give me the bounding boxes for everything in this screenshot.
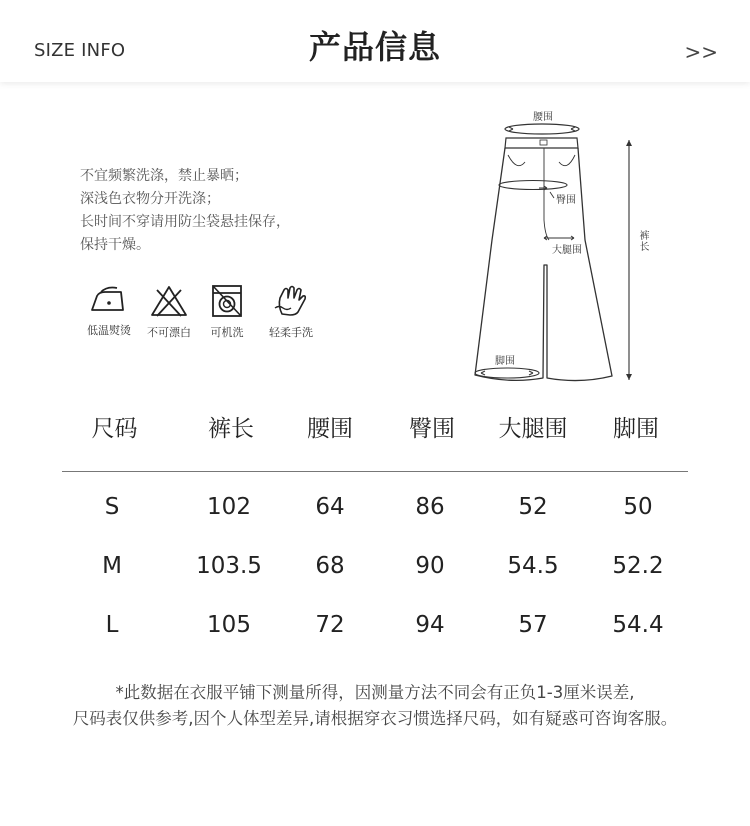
table-cell: 54.5 — [507, 552, 559, 579]
table-cell: S — [104, 493, 120, 520]
table-row — [62, 536, 688, 595]
table-cell: M — [102, 552, 122, 579]
pants-measurement-diagram — [455, 100, 675, 390]
icon-label: 轻柔手洗 — [269, 326, 313, 339]
page-title: 产品信息 — [308, 28, 441, 66]
length-label: 裤长 — [637, 230, 648, 252]
care-line: 深浅色衣物分开洗涤； — [80, 191, 220, 207]
table-cell: 54.4 — [612, 611, 664, 638]
table-cell: 50 — [623, 493, 653, 520]
care-line: 保持干燥。 — [80, 237, 150, 253]
table-cell: 72 — [315, 611, 345, 638]
note-line: *此数据在衣服平铺下测量所得，因测量方法不同会有正负1-3厘米误差, — [115, 683, 635, 702]
leg-opening-label: 脚围 — [495, 356, 515, 367]
table-cell: 94 — [415, 611, 445, 638]
hand-wash-icon — [272, 284, 310, 318]
table-row — [62, 477, 688, 536]
care-line: 不宜频繁洗涤，禁止暴晒； — [80, 168, 248, 184]
table-cell: 105 — [207, 611, 251, 638]
care-icon-item — [260, 284, 322, 340]
size-table — [62, 400, 688, 654]
machine-wash-icon — [210, 284, 244, 318]
note-line: 尺码表仅供参考,因个人体型差异,请根据穿衣习惯选择尺码，如有疑惑可咨询客服。 — [72, 709, 678, 728]
icon-label: 可机洗 — [210, 326, 244, 339]
icon-label: 不可漂白 — [147, 326, 191, 339]
care-icon-item — [138, 284, 200, 340]
table-header-cell: 尺码 — [91, 415, 138, 442]
table-row — [62, 595, 688, 654]
low-temperature-iron-icon — [87, 284, 131, 316]
table-header-cell: 腰围 — [307, 415, 353, 442]
table-cell: 64 — [315, 493, 345, 520]
table-cell: 52.2 — [612, 552, 664, 579]
table-cell: 68 — [315, 552, 345, 579]
table-header-cell: 脚围 — [613, 415, 659, 442]
measurement-note — [0, 680, 750, 732]
care-icon-item — [78, 284, 140, 338]
waist-label: 腰围 — [533, 112, 553, 123]
thigh-label: 大腿围 — [552, 245, 582, 256]
table-header-cell: 大腿围 — [498, 415, 568, 442]
table-cell: L — [105, 611, 119, 638]
header-bar — [0, 0, 750, 82]
size-info-label: SIZE INFO — [34, 40, 126, 61]
table-cell: 102 — [207, 493, 251, 520]
care-line: 长时间不穿请用防尘袋悬挂保存， — [80, 214, 290, 230]
care-icons — [78, 284, 338, 344]
hip-label: 臀围 — [556, 195, 576, 206]
table-cell: 103.5 — [196, 552, 262, 579]
icon-label: 低温熨烫 — [87, 324, 131, 337]
table-cell: 57 — [518, 611, 548, 638]
table-header-cell: 臀围 — [409, 415, 455, 442]
care-instructions — [80, 165, 360, 257]
table-header-cell: 裤长 — [208, 415, 254, 442]
care-icon-item — [196, 284, 258, 340]
do-not-bleach-icon — [149, 284, 189, 318]
table-cell: 86 — [415, 493, 445, 520]
next-arrow-button[interactable]: >> — [684, 40, 718, 64]
table-cell: 52 — [518, 493, 548, 520]
table-cell: 90 — [415, 552, 445, 579]
table-header-row — [62, 400, 688, 472]
